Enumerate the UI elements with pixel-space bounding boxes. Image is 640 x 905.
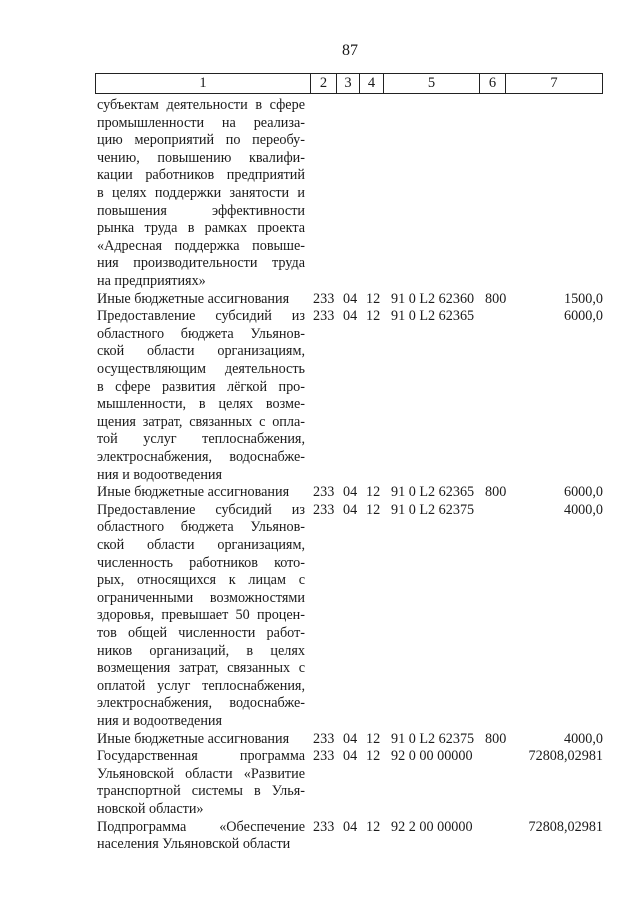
section-code: 04	[343, 748, 358, 765]
description-line: оплатой услуг теплоснабжения,	[97, 677, 305, 694]
header-col-7: 7	[505, 74, 603, 93]
amount: 72808,02981	[528, 748, 603, 765]
description-line: Иные бюджетные ассигнования	[97, 730, 290, 747]
target-article-code: 91 0 L2 62365	[391, 308, 475, 325]
amount: 72808,02981	[528, 818, 603, 835]
description-line: Иные бюджетные ассигнования	[97, 290, 290, 307]
description-line: Подпрограмма «Обеспечение	[97, 818, 305, 835]
row-description	[97, 484, 305, 502]
description-line: тов общей численности работ-	[97, 624, 305, 641]
amount: 1500,0	[563, 290, 603, 307]
section-code: 04	[343, 730, 358, 747]
header-col-6: 6	[479, 74, 505, 93]
header-col-2: 2	[310, 74, 336, 93]
description-line: ников организаций, в целях	[97, 642, 305, 659]
table-row	[0, 308, 640, 484]
subsection-code: 12	[366, 818, 381, 835]
expense-type-code: 800	[485, 730, 507, 747]
description-line: областного бюджета Ульянов-	[97, 519, 305, 536]
header-col-5: 5	[383, 74, 479, 93]
description-line: рынка труда в рамках проекта	[97, 220, 305, 237]
description-line: на предприятиях»	[97, 272, 206, 289]
target-article-code: 92 0 00 00000	[391, 748, 473, 765]
description-line: электроснабжения, водоснабже-	[97, 448, 305, 465]
section-code: 04	[343, 290, 358, 307]
description-line: ния производительности труда	[97, 255, 305, 272]
table-row	[0, 97, 640, 291]
subsection-code: 12	[366, 501, 381, 518]
table-row	[0, 731, 640, 749]
description-line: электроснабжения, водоснабже-	[97, 695, 305, 712]
row-description	[97, 748, 305, 818]
table-row	[0, 291, 640, 309]
subsection-code: 12	[366, 484, 381, 501]
subsection-code: 12	[366, 308, 381, 325]
description-line: Предоставление субсидий из	[97, 308, 305, 325]
section-code: 04	[343, 501, 358, 518]
table-row	[0, 502, 640, 731]
description-line: ской области организациям,	[97, 536, 305, 553]
amount: 6000,0	[563, 308, 603, 325]
target-article-code: 91 0 L2 62360	[391, 290, 475, 307]
admin-code: 233	[313, 290, 335, 307]
row-description	[97, 731, 305, 749]
admin-code: 233	[313, 501, 335, 518]
section-code: 04	[343, 308, 358, 325]
description-line: щения затрат, связанных с опла-	[97, 413, 305, 430]
table-row	[0, 484, 640, 502]
expense-type-code: 800	[485, 484, 507, 501]
subsection-code: 12	[366, 748, 381, 765]
subsection-code: 12	[366, 730, 381, 747]
description-line: Государственная программа	[97, 748, 305, 765]
description-line: численность работников кото-	[97, 554, 305, 571]
row-description	[97, 291, 305, 309]
header-col-3: 3	[336, 74, 359, 93]
amount: 6000,0	[563, 484, 603, 501]
row-description	[97, 308, 305, 484]
description-line: областного бюджета Ульянов-	[97, 325, 305, 342]
admin-code: 233	[313, 308, 335, 325]
description-line: ния и водоотведения	[97, 466, 223, 483]
subsection-code: 12	[366, 290, 381, 307]
description-line: рых, относящихся к лицам с	[97, 572, 305, 589]
description-line: в сфере развития лёгкой про-	[97, 378, 305, 395]
description-line: ограниченными возможностями	[97, 589, 305, 606]
table-row	[0, 748, 640, 818]
description-line: кации работников предприятий	[97, 167, 305, 184]
target-article-code: 91 0 L2 62365	[391, 484, 475, 501]
row-description	[97, 502, 305, 731]
description-line: в целях поддержки занятости и	[97, 184, 305, 201]
table-header	[95, 73, 603, 94]
description-line: осуществляющим деятельность	[97, 360, 305, 377]
description-line: Ульяновской области «Развитие	[97, 765, 305, 782]
admin-code: 233	[313, 730, 335, 747]
target-article-code: 91 0 L2 62375	[391, 730, 475, 747]
target-article-code: 91 0 L2 62375	[391, 501, 475, 518]
description-line: новской области»	[97, 800, 204, 817]
description-line: «Адресная поддержка повыше-	[97, 237, 305, 254]
description-line: ния и водоотведения	[97, 712, 223, 729]
expense-type-code: 800	[485, 290, 507, 307]
section-code: 04	[343, 818, 358, 835]
table-row	[0, 819, 640, 854]
description-line: Предоставление субсидий из	[97, 501, 305, 518]
description-line: здоровья, превышает 50 процен-	[97, 607, 305, 624]
description-line: цию мероприятий по переобу-	[97, 132, 305, 149]
section-code: 04	[343, 484, 358, 501]
row-description	[97, 97, 305, 291]
page-number: 87	[342, 42, 358, 59]
description-line: чению, повышению квалифи-	[97, 149, 305, 166]
description-line: Иные бюджетные ассигнования	[97, 484, 290, 501]
target-article-code: 92 2 00 00000	[391, 818, 473, 835]
description-line: той услуг теплоснабжения,	[97, 431, 305, 448]
description-line: возмещения затрат, связанных с	[97, 660, 305, 677]
description-line: субъектам деятельности в сфере	[97, 97, 305, 113]
admin-code: 233	[313, 748, 335, 765]
description-line: населения Ульяновской области	[97, 836, 291, 853]
description-line: мышленности, в целях возме-	[97, 396, 305, 413]
description-line: повышения эффективности	[97, 202, 305, 219]
amount: 4000,0	[563, 501, 603, 518]
admin-code: 233	[313, 484, 335, 501]
header-col-4: 4	[359, 74, 383, 93]
description-line: ской области организациям,	[97, 343, 305, 360]
description-line: транспортной системы в Улья-	[97, 783, 305, 800]
amount: 4000,0	[563, 730, 603, 747]
row-description	[97, 819, 305, 854]
header-col-1: 1	[95, 74, 310, 93]
description-line: промышленности на реализа-	[97, 114, 305, 131]
admin-code: 233	[313, 818, 335, 835]
